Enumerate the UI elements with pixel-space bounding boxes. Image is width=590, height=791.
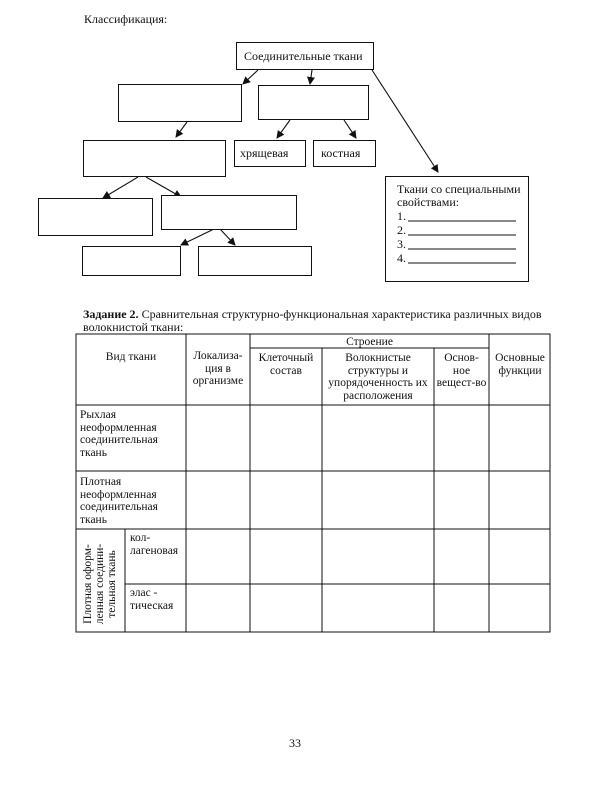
special-item-3: 3. xyxy=(397,237,406,251)
row-elastic: элас - тическая xyxy=(130,587,174,612)
special-item-2: 2. xyxy=(397,223,406,237)
header-tissue-type: Вид ткани xyxy=(105,351,157,363)
root-label: Соединительные ткани xyxy=(244,49,363,63)
row-dense-regular-tissue: Плотная оформ-ленная соедини-тельная ткань xyxy=(82,543,118,625)
header-location: Локализа-ция в организме xyxy=(192,350,244,387)
row-collagen: кол-лагеновая xyxy=(130,532,179,557)
special-tissues-title: Ткани со специальными свойствами: xyxy=(397,182,521,209)
header-structure: Строение xyxy=(346,336,393,348)
classification-label: Классификация: xyxy=(84,12,168,26)
header-fibrous-structures: Волокнистые структуры и упорядоченность их расположения xyxy=(328,352,428,402)
special-item-4: 4. xyxy=(397,251,406,265)
page-number: 33 xyxy=(289,736,301,750)
bone-label: костная xyxy=(321,146,361,160)
cartilage-label: хрящевая xyxy=(240,146,289,160)
task2-text: Сравнительная структурно-функциональная характеристика различных видов волокнистой ткани: xyxy=(83,307,542,334)
row-dense-irregular-tissue: Плотная неоформленная соединительная ткань xyxy=(80,476,158,526)
header-functions: Основные функции xyxy=(495,352,545,377)
special-item-1: 1. xyxy=(397,209,406,223)
header-ground-substance: Основ-ное вещест-во xyxy=(436,352,487,389)
row-loose-tissue: Рыхлая неоформленная соединительная ткань xyxy=(80,409,158,459)
header-cell-composition: Клеточный состав xyxy=(258,352,314,377)
task2-label: Задание 2. xyxy=(83,307,139,321)
